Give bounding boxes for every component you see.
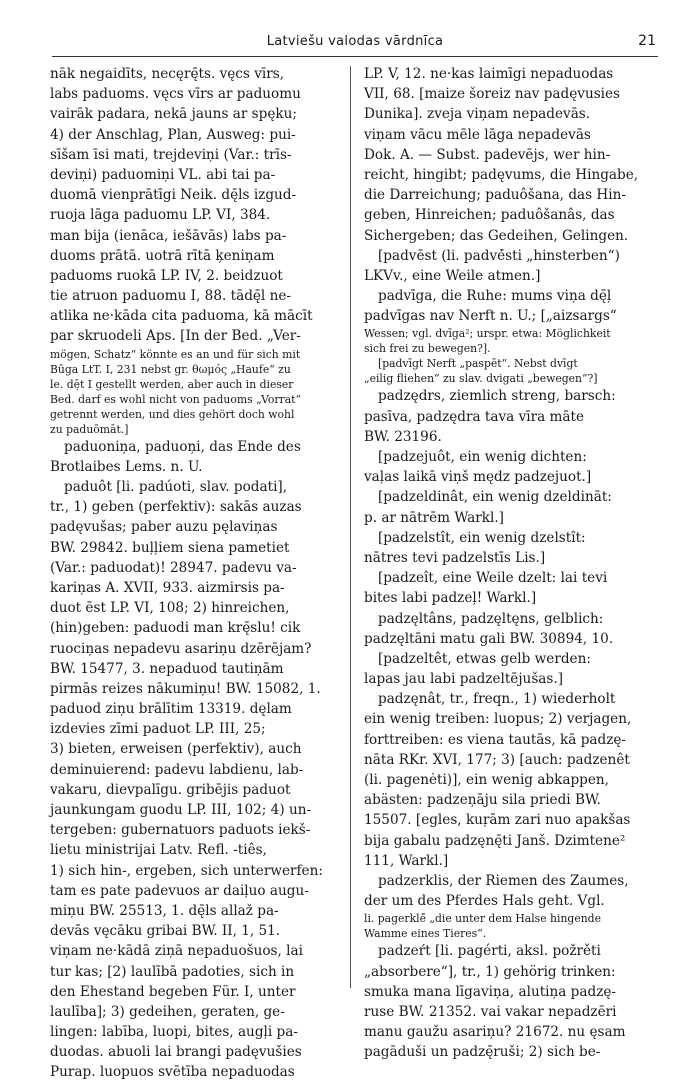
text-line: padvīga, die Ruhe: mums viņa dę̄ļ <box>378 288 612 305</box>
text-line: vairāk padara, nekā jauns ar spęku; <box>50 106 297 123</box>
page-header <box>52 32 658 57</box>
text-line: „eilig fliehen“ zu slav. dvigati „bewegen“?] <box>364 372 598 386</box>
text-line: padęvušas; paber auzu pęlaviņas <box>50 519 278 536</box>
text-line: 111, Warkl.] <box>364 852 449 869</box>
text-line: viņam ne·kādā ziņā nepaduošuos, lai <box>50 943 303 960</box>
text-line: miņu BW. 25513, 1. dę̄ls allaž pa- <box>50 902 279 919</box>
text-line: manu gaužu asariņu? 21672. nu ęsam <box>364 1024 626 1041</box>
text-line: padzęltâns, padzęltęns, gelblich: <box>378 610 604 627</box>
text-line: paduoms ruokā LP. IV, 2. beidzuot <box>50 267 283 284</box>
text-line: pirmās reizes nākumiņu! BW. 15082, 1. <box>50 680 321 697</box>
text-line: kariņas A. XVII, 933. aizmirsis pa- <box>50 579 285 596</box>
text-line: viņam vācu mēle lāga nepadevās <box>364 126 591 143</box>
running-title: Latviešu valodas vārdnīca <box>266 34 444 49</box>
text-line: (Var.: paduodat)! 28947. padevu va- <box>50 559 297 576</box>
text-line: BW. 15477, 3. nepaduod tautiņām <box>50 660 284 677</box>
text-line: padzęnât, tr., freqn., 1) wiederholt <box>378 691 616 708</box>
text-line: ein wenig treiben: luopus; 2) verjagen, <box>364 711 632 728</box>
text-line: nāta RKr. XVI, 177; 3) [auch: padzenêt <box>364 751 630 768</box>
text-line: Bed. darf es wohl nicht von paduoms „Vorrat“ <box>50 392 301 406</box>
text-line: labs paduoms. vęcs vīrs ar paduomu <box>50 86 301 103</box>
text-line: den Ehestand begeben Für. I, unter <box>50 983 296 1000</box>
text-line: tur kas; [2) laulībā padoties, sich in <box>50 963 295 980</box>
text-line: atlika ne·kāda cita paduoma, kā mācīt <box>50 308 313 325</box>
text-line: lietu ministrijai Latv. Refl. -tiês, <box>50 842 267 859</box>
text-line: bites labi padzeļ! Warkl.] <box>364 590 537 607</box>
text-line: reicht, hingibt; padęvums, die Hingabe, <box>364 166 639 183</box>
text-line: paduôt [li. padúoti, slav. podati], <box>64 479 288 495</box>
text-line: devās vęcāku gribai BW. II, 1, 51. <box>50 923 281 940</box>
column-divider <box>350 66 351 988</box>
text-line: „absorbere“], tr., 1) gehörig trinken: <box>364 963 616 980</box>
text-line: [padzelstît, ein wenig dzelstît: <box>378 529 586 546</box>
text-line: nāk negaidīts, necęrę̄ts. vęcs vīrs, <box>50 66 285 82</box>
text-line: li. pagerklė̃ „die unter dem Halse hingende <box>364 912 601 926</box>
text-line: LKVv., eine Weile atmen.] <box>364 267 541 284</box>
text-line: pagāduši un padzę̄ruši; 2) sich be- <box>364 1044 601 1061</box>
text-line: tergeben: gubernatuors paduots iekš- <box>50 822 311 839</box>
text-line: sīšam īsi mati, trejdeviņi (Var.: trīs- <box>50 146 292 163</box>
text-line: [padvīgt Nerft „paspēt“. Nebst dvīgt <box>378 357 578 371</box>
text-line: Dunika]. zveja viņam nepadevās. <box>364 106 591 123</box>
text-line: BW. 29842. buļļiem siena pametiet <box>50 539 290 556</box>
text-line: BW. 23196. <box>364 428 442 445</box>
text-line: nātres tevi padzelstīs Lis.] <box>364 549 546 566</box>
text-line: deviņi) paduomiņi VL. abi tai pa- <box>50 166 276 183</box>
text-line: bija gabalu padzęnę̄ti Janš. Dzimtene² <box>364 832 626 849</box>
text-line: getrennt werden, und dies gehört doch wohl <box>50 407 295 421</box>
text-line: Brotlaibes Lems. n. U. <box>50 458 203 475</box>
text-line: vakaru, dievpalīgu. gribējis paduot <box>50 781 291 798</box>
text-line: p. ar nātrēm Warkl.] <box>364 509 504 526</box>
right-column <box>364 64 662 1062</box>
text-line: Dok. A. — Subst. padevējs, wer hin- <box>364 146 611 163</box>
text-line: man bija (ienāca, iešāvās) labs pa- <box>50 227 287 244</box>
text-line: duodas. abuoli lai brangi padęvušies <box>50 1044 302 1061</box>
text-line: Purap. luopuos svētība nepaduodas <box>50 1064 295 1081</box>
text-line: mögen, Schatz“ könnte es an und für sich mit <box>50 347 301 361</box>
text-line: duomā vienprātīgi Neik. dę̄ls izgud- <box>50 187 297 204</box>
text-line: deminuierend: padevu labdienu, lab- <box>50 761 304 778</box>
text-line: pasīva, padzędra tava vīra māte <box>364 408 585 425</box>
text-line: padzędrs, ziemlich streng, barsch: <box>378 388 616 405</box>
text-line: (hin)geben: paduodi man krę̄slu! cik <box>50 620 301 637</box>
text-line: smuka mana līgaviņa, alutiņa padzę- <box>364 983 616 1000</box>
text-line: laulība]; 3) gedeihen, geraten, ge- <box>50 1003 285 1020</box>
text-line: padzerklis, der Riemen des Zaumes, <box>378 872 629 889</box>
text-line: die Darreichung; paduôšana, das Hin- <box>364 187 626 204</box>
text-line: LP. V, 12. ne·kas laimīgi nepaduodas <box>364 66 614 82</box>
text-line: padzeŕt [li. pagérti, aksl. požrěti <box>378 943 601 960</box>
text-line: geben, Hinreichen; paduôšanâs, das <box>364 207 615 224</box>
text-line: [padzeldinât, ein wenig dzeldināt: <box>378 489 612 506</box>
text-line: padzęltāni matu gali BW. 30894, 10. <box>364 630 614 647</box>
text-line: zu paduōmāt.] <box>50 422 129 436</box>
text-line: lapas jau labi padzeltējušas.] <box>364 671 563 688</box>
text-line: par skruodeli Aps. [In der Bed. „Ver- <box>50 328 301 345</box>
text-line: duoms prātā. uotrā rītā ķeniņam <box>50 247 275 264</box>
text-line: abästen: padzeņāju sila priedi BW. <box>364 792 601 809</box>
text-line: [padvēst (li. padvė́sti „hinsterben“) <box>378 247 620 264</box>
text-line: 15507. [egles, kuŗām zari nuo apakšas <box>364 812 631 829</box>
text-line: vaļas laikā viņš mędz padzejuot.] <box>364 469 592 486</box>
text-line: paduoniņa, paduoņi, das Ende des <box>64 438 301 455</box>
text-line: (li. pagenėti)], ein wenig abkappen, <box>364 772 609 788</box>
text-line: Wamme eines Tieres“. <box>364 927 487 941</box>
text-line: le. dē̦t I gestellt werden, aber auch in dieser <box>50 377 294 391</box>
text-line: tr., 1) geben (perfektiv): sakās auzas <box>50 499 302 516</box>
text-line: ruociņas nepadevu asariņu dzērējam? <box>50 640 312 657</box>
text-line: izdevies zīmi paduot LP. III, 25; <box>50 721 266 738</box>
text-line: Wessen; vgl. dvīga²; urspr. etwa: Möglichkeit <box>364 327 611 341</box>
text-line: 3) bieten, erweisen (perfektiv), auch <box>50 741 302 758</box>
text-line: sich frei zu bewegen?]. <box>364 342 491 356</box>
text-line: 1) sich hin-, ergeben, sich unterwerfen: <box>50 862 323 879</box>
text-line: ruoja lāga paduomu LP. VI, 384. <box>50 207 271 224</box>
text-line: lingen: labība, luopi, bites, augļi pa- <box>50 1024 298 1041</box>
text-line: [padzeît, eine Weile dzelt: lai tevi <box>378 570 608 587</box>
text-line: tam es pate padevuos ar daiļuo augu- <box>50 882 309 899</box>
text-line: [padzeltêt, etwas gelb werden: <box>378 650 591 667</box>
text-line: rusе BW. 21352. vai vakar nepadzēri <box>364 1003 617 1020</box>
text-line: Sichergeben; das Gedeihen, Gelingen. <box>364 227 629 244</box>
text-line: tie atruon paduomu I, 88. tādę̄l ne- <box>50 288 291 305</box>
text-line: padvīgas nav Nerft n. U.; [„aizsargs“ <box>364 308 617 325</box>
text-line: 4) der Anschlag, Plan, Ausweg: pui- <box>50 126 296 143</box>
text-line: [padzejuôt, ein wenig dichten: <box>378 449 587 465</box>
text-line: VII, 68. [maize šoreiz nav padęvusies <box>364 86 621 103</box>
left-column <box>50 64 350 1083</box>
text-line: der um des Pferdes Hals geht. Vgl. <box>364 893 605 910</box>
text-line: Būga LtT. I, 231 nebst gr. θωμός „Haufe“ zu <box>50 362 291 376</box>
text-line: forttreiben: es viena tautās, kā padzę- <box>364 731 627 748</box>
text-line: paduod ziņu brālītim 13319. dęlam <box>50 701 292 718</box>
page-number: 21 <box>638 33 656 49</box>
text-line: duot ēst LP. VI, 108; 2) hinreichen, <box>50 600 290 617</box>
text-line: jaunkungam guodu LP. III, 102; 4) un- <box>50 802 312 818</box>
